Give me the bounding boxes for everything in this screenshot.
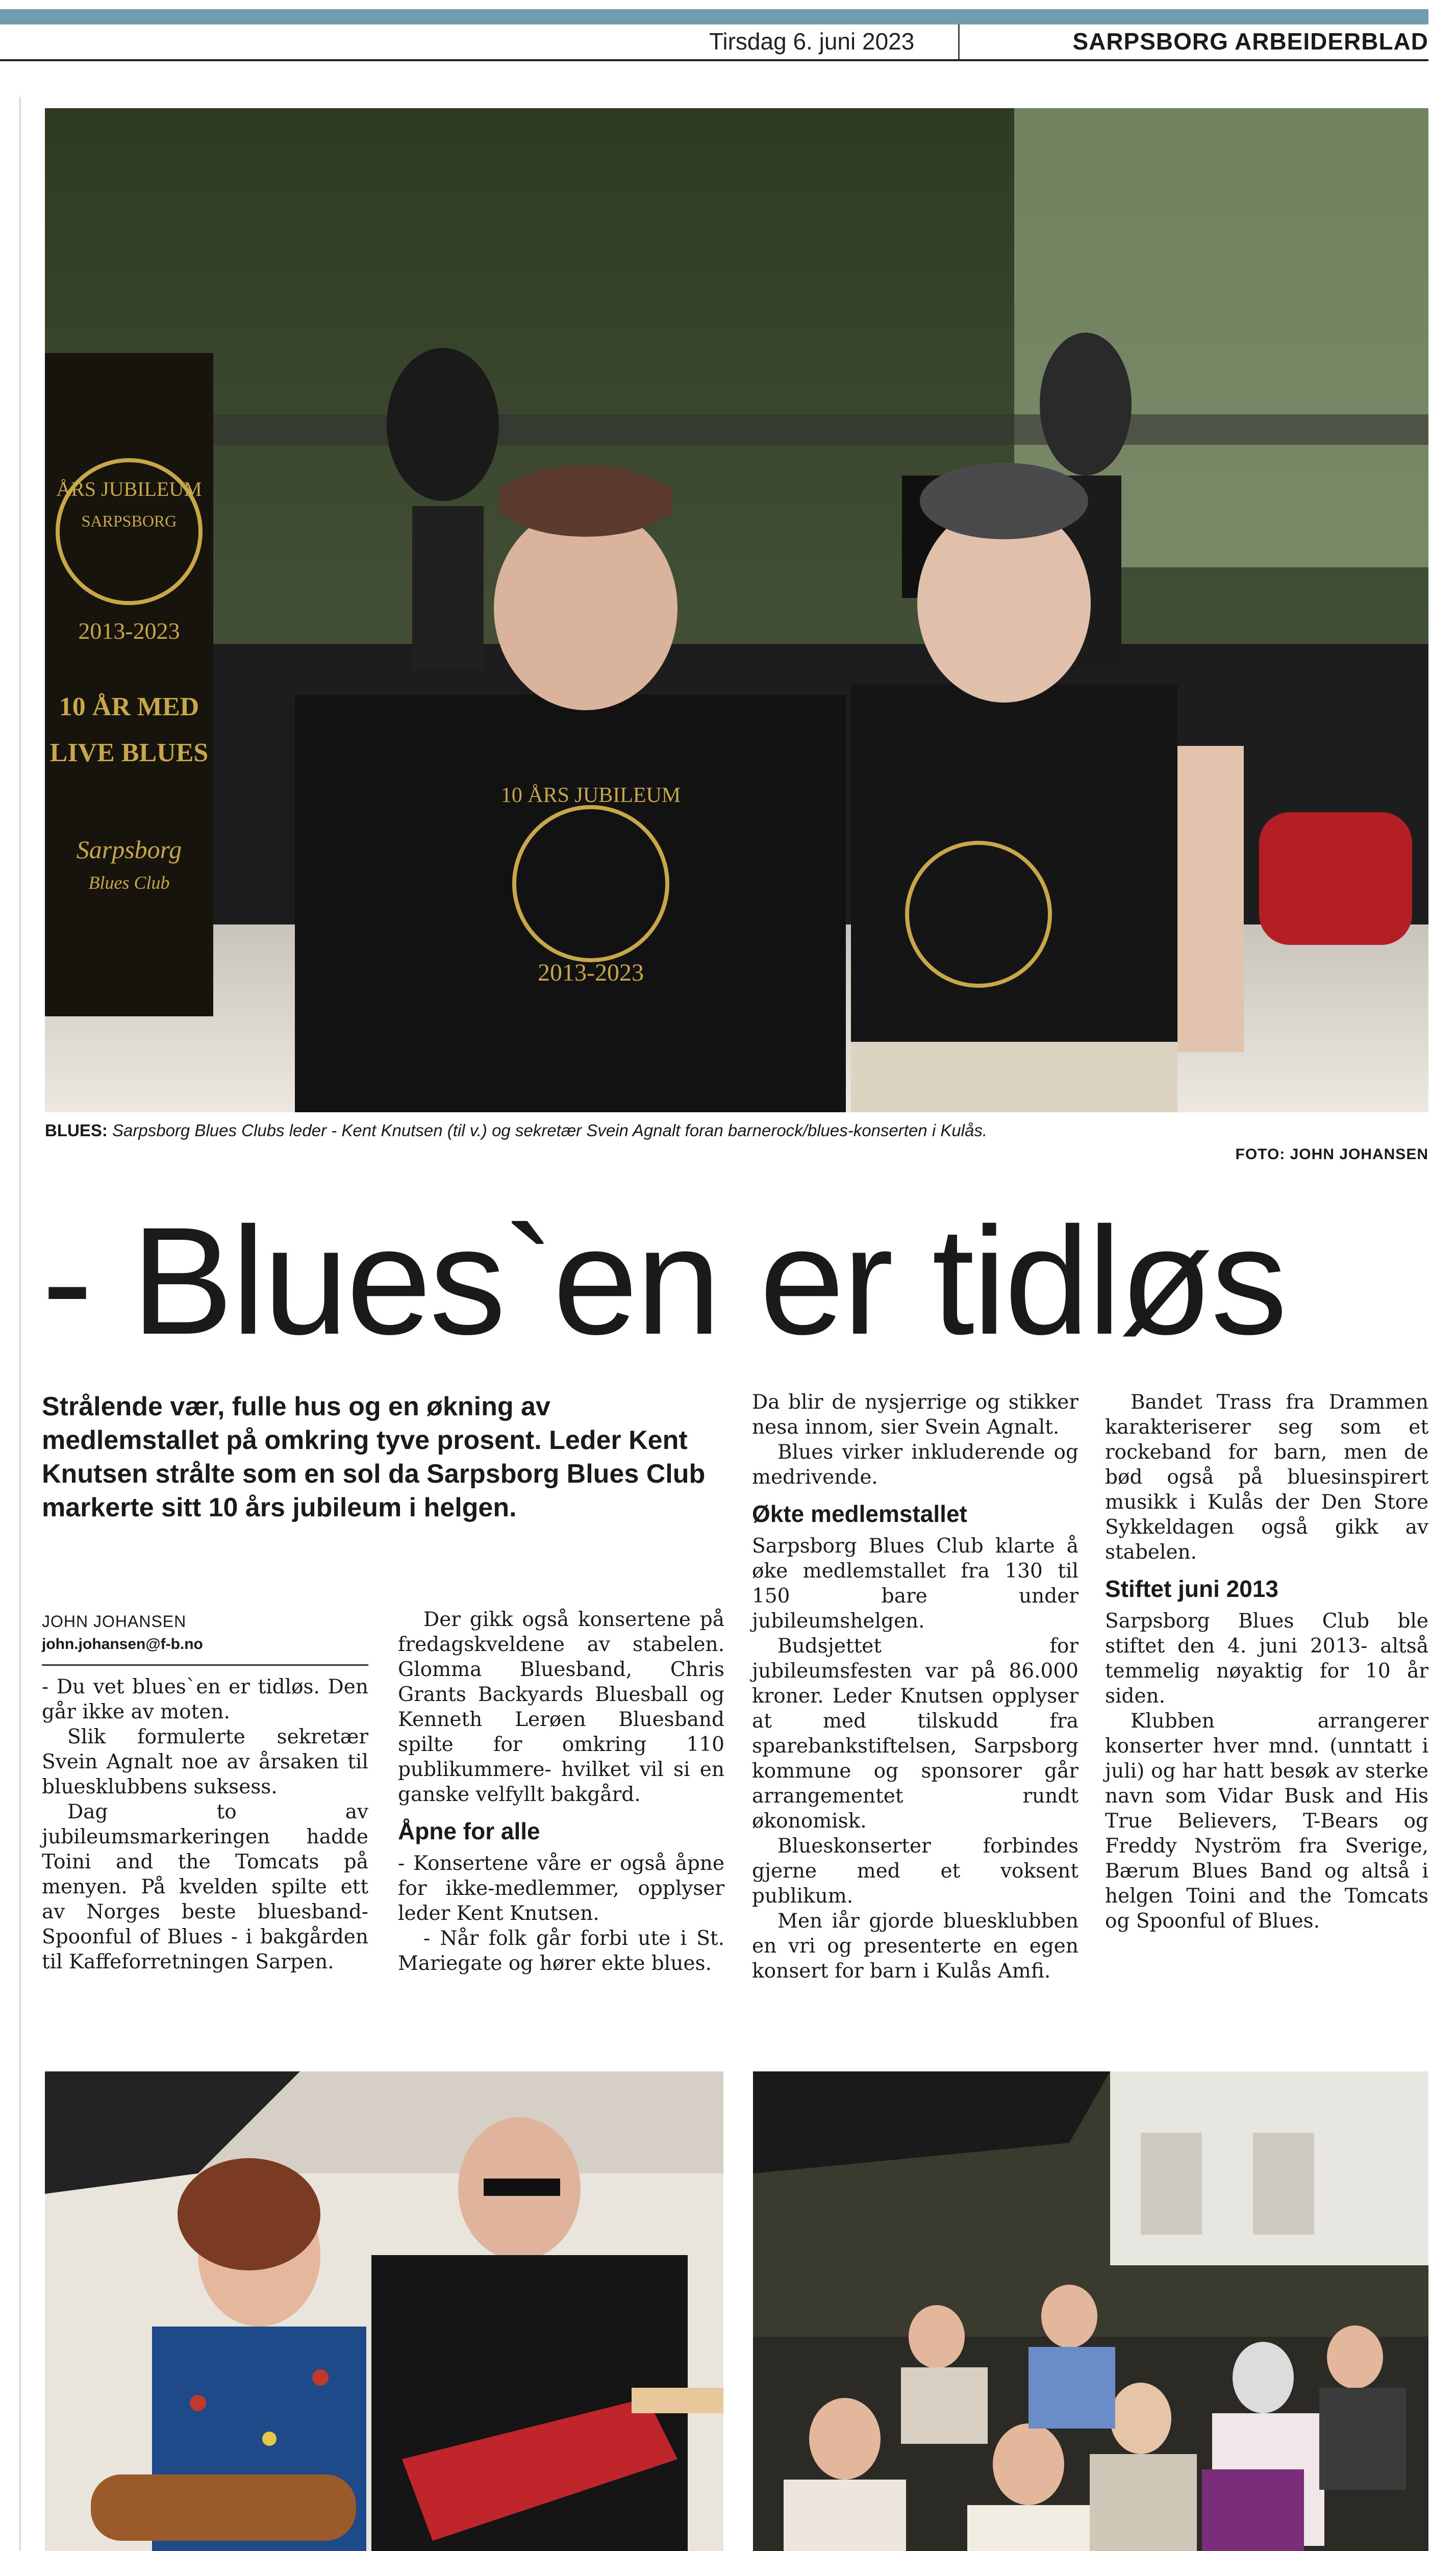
shirt-years-text: 2013-2023 <box>538 959 644 986</box>
bottom-right-photo <box>753 2071 1428 2551</box>
column-4-subheading: Stiftet juni 2013 <box>1105 1575 1278 1602</box>
byline-email: john.johansen@f-b.no <box>42 1636 203 1653</box>
article-column-2 <box>398 1607 724 1976</box>
column-3-paragraph-6: Men iår gjorde bluesklubben en vri og presenterte en egen konsert for barn i Kulås Amfi. <box>752 1910 1078 1983</box>
column-4-paragraph-1: Bandet Trass fra Drammen karakteriserer seg som et rockeband for barn, men de bød også på bluesinspirert musikk i Kulås der Den Store Sykkeldagen også gikk av stabelen. <box>1105 1391 1428 1564</box>
byline-rule <box>42 1664 368 1666</box>
column-1-paragraph-1: - Du vet blues`en er tidløs. Den går ikke av moten. <box>42 1675 368 1723</box>
left-margin-rule <box>19 97 21 2551</box>
column-2-paragraph-1: Der gikk også konsertene på fredagskveldene av stabelen. Glomma Bluesband, Chris Grants Backyards Bluesball og Kenneth Lerøen Bluesband spilte for omkring 110 publikummere- hvilket vil si en ganske velfyllt bakgård. <box>398 1608 724 1806</box>
column-2-paragraph-3: - Når folk går forbi ute i St. Mariegate og hører ekte blues. <box>398 1927 724 1975</box>
banner-live-blues-text: LIVE BLUES <box>49 738 209 767</box>
column-3-paragraph-1: Da blir de nysjerrige og stikker nesa innom, sier Svein Agnalt. <box>752 1391 1078 1439</box>
column-3-paragraph-4: Budsjettet for jubileumsfesten var på 86.000 kroner. Leder Knutsen opplyser at med tilskudd fra sparebankstiftelsen, Sarpsborg kommune og sponsorer går arrangementet rundt økonomisk. <box>752 1635 1078 1833</box>
caption-label: BLUES: <box>45 1121 108 1140</box>
issue-date: Tirsdag 6. juni 2023 <box>709 28 915 55</box>
column-3-paragraph-2: Blues virker inkluderende og medrivende. <box>752 1441 1078 1489</box>
top-photo-caption <box>45 1119 1428 1142</box>
banner-years-text: 2013-2023 <box>78 618 180 644</box>
bottom-left-photo <box>45 2071 723 2551</box>
column-2-paragraph-2: - Konsertene våre er også åpne for ikke-medlemmer, opplyser leder Kent Knutsen. <box>398 1852 724 1925</box>
newspaper-name: SARPSBORG ARBEIDERBLAD <box>1072 28 1428 55</box>
header-separator <box>958 24 960 59</box>
shirt-anniversary-text: 10 ÅRS JUBILEUM <box>500 784 681 807</box>
article-column-1 <box>42 1674 368 1974</box>
banner-anniversary-text: ÅRS JUBILEUM <box>56 478 202 501</box>
column-1-paragraph-3: Dag to av jubileumsmarkeringen hadde Toini and the Tomcats på menyen. På kvelden spilte ett av Norges beste bluesband- Spoonful of Blues - i bakgården til Kaffeforretningen Sarpen. <box>42 1800 368 1973</box>
column-3-paragraph-5: Blueskonserter forbindes gjerne med et voksent publikum. <box>752 1835 1078 1908</box>
column-4-paragraph-2: Sarpsborg Blues Club ble stiftet den 4. juni 2013- altså temmelig nøyaktig for 10 år siden. <box>1105 1610 1428 1708</box>
headline: - Blues`en er tidløs <box>42 1195 1286 1366</box>
column-4-paragraph-3: Klubben arrangerer konserter hver mnd. (unntatt i juli) og har hatt besøk av sterke navn som Vidar Busk and His True Believers, T-Bears og Freddy Nyström fra Sverige, Bærum Blues Band og altså i helgen Toini and the Tomcats og Spoonful of Blues. <box>1105 1710 1428 1933</box>
banner-logo-sarpsborg: Sarpsborg <box>76 835 182 864</box>
page-header <box>0 24 1428 61</box>
byline-name: JOHN JOHANSEN <box>42 1612 187 1631</box>
caption-text: Sarpsborg Blues Clubs leder - Kent Knutsen (til v.) og sekretær Svein Agnalt foran barnerock/blues-konserten i Kulås. <box>107 1121 988 1140</box>
column-3-paragraph-3: Sarpsborg Blues Club klarte å øke medlemstallet fra 130 til 150 bare under jubileumshelgen. <box>752 1535 1078 1633</box>
banner-logo-blues-club: Blues Club <box>88 872 170 893</box>
top-photo-credit: FOTO: JOHN JOHANSEN <box>1235 1146 1428 1163</box>
article-column-4 <box>1105 1390 1428 1934</box>
top-color-bar <box>0 9 1428 24</box>
column-1-paragraph-2: Slik formulerte sekretær Svein Agnalt noe av årsaken til bluesklubbens suksess. <box>42 1725 368 1798</box>
column-2-subheading: Åpne for alle <box>398 1818 540 1844</box>
article-column-3 <box>752 1390 1078 1984</box>
column-3-subheading: Økte medlemstallet <box>752 1500 967 1527</box>
lead-paragraph: Strålende vær, fulle hus og en økning av medlemstallet på omkring tyve prosent. Leder Kent Knutsen strålte som en sol da Sarpsborg Blues Club markerte sitt 10 års jubileum i helgen. <box>42 1392 706 1522</box>
banner-10-years-text: 10 ÅR MED <box>59 692 199 721</box>
banner-club-text: SARPSBORG <box>81 512 177 530</box>
top-photo <box>45 108 1428 1112</box>
